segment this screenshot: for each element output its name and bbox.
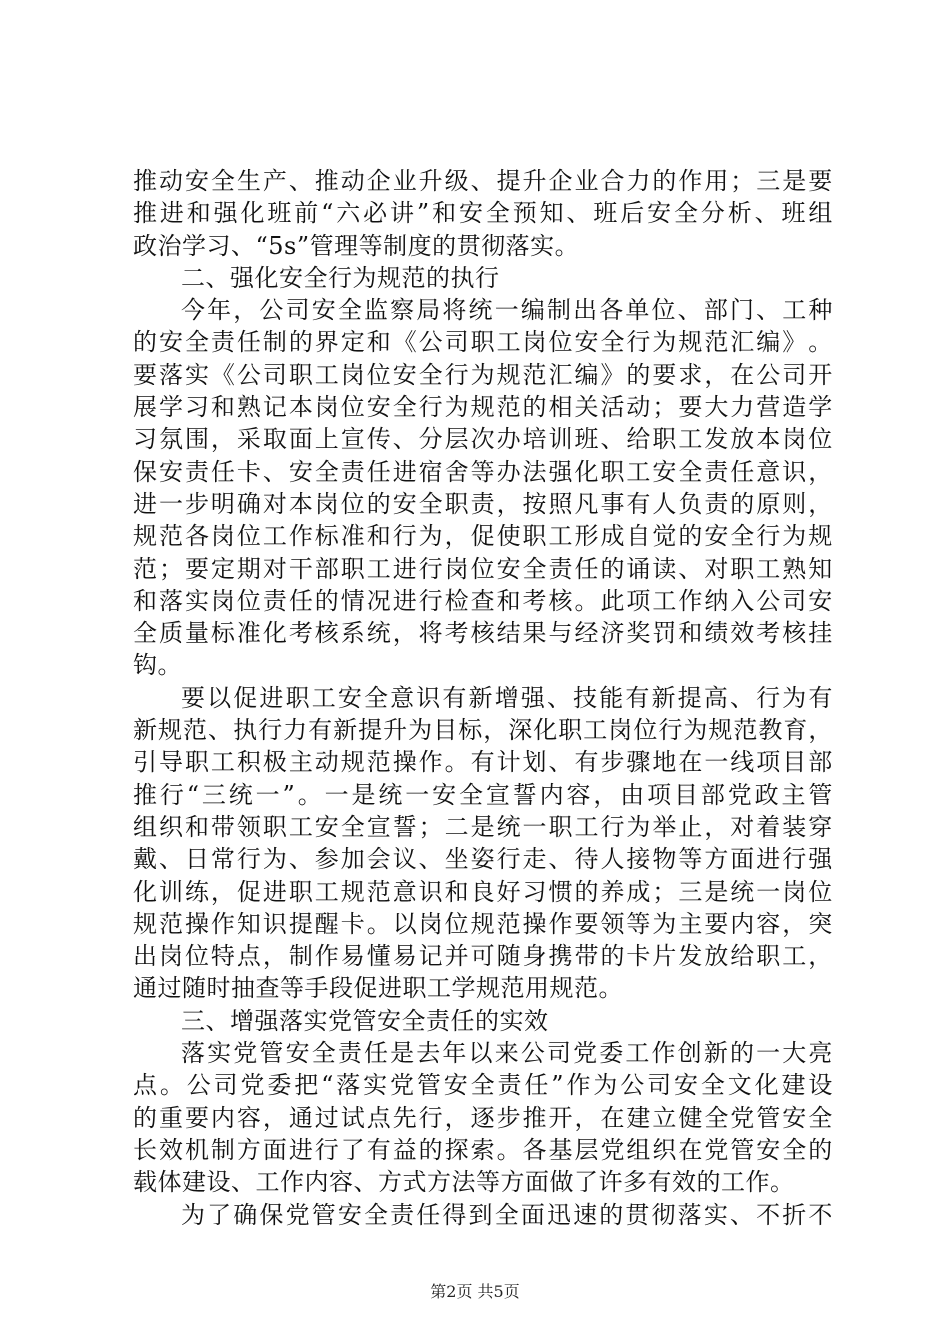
text-line: 三、增强落实党管安全责任的实效: [181, 1006, 549, 1035]
text-line: 全 质 量 标 准 化 考 核 系 统 ， 将 考 核 结 果 与 经 济 奖 罚 和 绩 效 考 核 挂: [133, 619, 833, 648]
text-line: 为 了 确 保 党 管 安 全 责 任 得 到 全 面 迅 速 的 贯 彻 落 实 、 不 折 不: [181, 1200, 833, 1229]
text-line: 要 以 促 进 职 工 安 全 意 识 有 新 增 强 、 技 能 有 新 提 高 、 行 为 有: [181, 683, 833, 712]
text-line: 推 进 和 强 化 班 前 “ 六 必 讲 ” 和 安 全 预 知 、 班 后 安 全 分 析 、 班 组: [133, 199, 833, 228]
text-line: 今 年 ， 公 司 安 全 监 察 局 将 统 一 编 制 出 各 单 位 、 部 门 、 工 种: [181, 296, 833, 325]
text-line: 组 织 和 带 领 职 工 安 全 宣 誓 ； 二 是 统 一 职 工 行 为 举 止 ， 对 着 装 穿: [133, 812, 833, 841]
text-line: 进 一 步 明 确 对 本 岗 位 的 安 全 职 责 ， 按 照 凡 事 有 人 负 责 的 原 则 ，: [133, 489, 833, 518]
text-line: 戴 、 日 常 行 为 、 参 加 会 议 、 坐 姿 行 走 、 待 人 接 物 等 方 面 进 行 强: [133, 845, 833, 874]
text-line: 和 落 实 岗 位 责 任 的 情 况 进 行 检 查 和 考 核 。 此 项 工 作 纳 入 公 司 安: [133, 586, 833, 615]
text-line: 推 行 “ 三 统 一 ” 。 一 是 统 一 安 全 宣 誓 内 容 ， 由 项 目 部 党 政 主 管: [133, 780, 833, 809]
text-line: 习 氛 围 ， 采 取 面 上 宣 传 、 分 层 次 办 培 训 班 、 给 职 工 发 放 本 岗 位: [133, 425, 833, 454]
text-line: 二、强化安全行为规范的执行: [181, 263, 500, 292]
text-line: 的 重 要 内 容 ， 通 过 试 点 先 行 ， 逐 步 推 开 ， 在 建 立 健 全 党 管 安 全: [133, 1103, 833, 1132]
text-line: 政治学习、“5s”管理等制度的贯彻落实。: [133, 231, 580, 260]
text-line: 展 学 习 和 熟 记 本 岗 位 安 全 行 为 规 范 的 相 关 活 动 ； 要 大 力 营 造 学: [133, 393, 833, 422]
text-line: 新 规 范 、 执 行 力 有 新 提 升 为 目 标 ， 深 化 职 工 岗 位 行 为 规 范 教 育 ，: [133, 716, 833, 745]
text-line: 点 。 公 司 党 委 把 “ 落 实 党 管 安 全 责 任 ” 作 为 公 司 安 全 文 化 建 设: [133, 1071, 833, 1100]
document-body: [133, 165, 833, 1231]
text-line: 的 安 全 责 任 制 的 界 定 和 《 公 司 职 工 岗 位 安 全 行 为 规 范 汇 编 》 。: [133, 328, 833, 357]
text-line: 长 效 机 制 方 面 进 行 了 有 益 的 探 索 。 各 基 层 党 组 织 在 党 管 安 全 的: [133, 1135, 833, 1164]
text-line: 载体建设、工作内容、方式方法等方面做了许多有效的工作。: [133, 1168, 795, 1197]
text-line: 保 安 责 任 卡 、 安 全 责 任 进 宿 舍 等 办 法 强 化 职 工 安 全 责 任 意 识 ，: [133, 457, 833, 486]
page-footer: 第2页 共5页: [430, 1282, 520, 1301]
text-line: 落 实 党 管 安 全 责 任 是 去 年 以 来 公 司 党 委 工 作 创 新 的 一 大 亮: [181, 1039, 833, 1068]
text-line: 规 范 操 作 知 识 提 醒 卡 。 以 岗 位 规 范 操 作 要 领 等 为 主 要 内 容 ， 突: [133, 909, 833, 938]
text-line: 出 岗 位 特 点 ， 制 作 易 懂 易 记 并 可 随 身 携 带 的 卡 片 发 放 给 职 工 ，: [133, 942, 833, 971]
text-line: 要 落 实 《 公 司 职 工 岗 位 安 全 行 为 规 范 汇 编 》 的 要 求 ， 在 公 司 开: [133, 360, 833, 389]
text-line: 化 训 练 ， 促 进 职 工 规 范 意 识 和 良 好 习 惯 的 养 成 ； 三 是 统 一 岗 位: [133, 877, 833, 906]
text-line: 范 ； 要 定 期 对 干 部 职 工 进 行 岗 位 安 全 责 任 的 诵 读 、 对 职 工 熟 知: [133, 554, 833, 583]
text-line: 钩。: [133, 651, 182, 680]
text-line: 推 动 安 全 生 产 、 推 动 企 业 升 级 、 提 升 企 业 合 力 的 作 用 ； 三 是 要: [133, 167, 833, 195]
text-line: 规 范 各 岗 位 工 作 标 准 和 行 为 ， 促 使 职 工 形 成 自 觉 的 安 全 行 为 规: [133, 522, 833, 551]
text-line: 通过随时抽查等手段促进职工学规范用规范。: [133, 974, 623, 1003]
text-line: 引 导 职 工 积 极 主 动 规 范 操 作 。 有 计 划 、 有 步 骤 地 在 一 线 项 目 部: [133, 748, 833, 777]
